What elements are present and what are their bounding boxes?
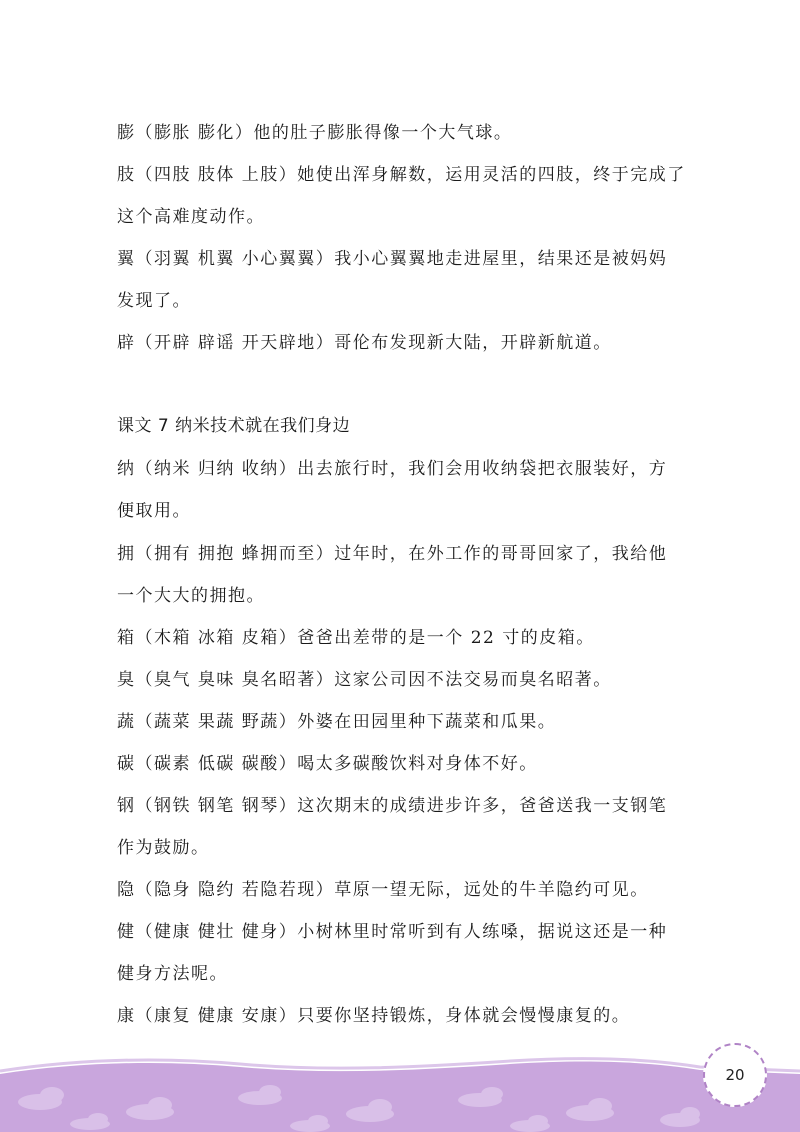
vocab-entry-tan: 碳（碳素 低碳 碳酸）喝太多碳酸饮料对身体不好。: [117, 754, 538, 774]
vocab-entry-jian-cont: 健身方法呢。: [117, 964, 228, 984]
vocab-entry-na-cont: 便取用。: [117, 501, 191, 521]
lesson-heading: 课文 7 纳米技术就在我们身边: [117, 416, 351, 436]
vocab-entry-yong: 拥（拥有 拥抱 蜂拥而至）过年时，在外工作的哥哥回家了，我给他: [117, 544, 668, 564]
vocab-entry-yin: 隐（隐身 隐约 若隐若现）草原一望无际，远处的牛羊隐约可见。: [117, 880, 649, 900]
vocab-entry-xiang: 箱（木箱 冰箱 皮箱）爸爸出差带的是一个 22 寸的皮箱。: [117, 628, 595, 648]
vocab-entry-zhi: 肢（四肢 肢体 上肢）她使出浑身解数，运用灵活的四肢，终于完成了: [117, 165, 686, 185]
footer-decoration: [0, 1040, 800, 1132]
vocab-entry-pi: 辟（开辟 辟谣 开天辟地）哥伦布发现新大陆，开辟新航道。: [117, 333, 612, 353]
vocab-entry-yi: 翼（羽翼 机翼 小心翼翼）我小心翼翼地走进屋里，结果还是被妈妈: [117, 249, 668, 269]
vocab-entry-yong-cont: 一个大大的拥抱。: [117, 586, 265, 606]
vocab-entry-kang: 康（康复 健康 安康）只要你坚持锻炼，身体就会慢慢康复的。: [117, 1006, 631, 1026]
vocab-entry-yi-cont: 发现了。: [117, 291, 191, 311]
vocab-entry-na: 纳（纳米 归纳 收纳）出去旅行时，我们会用收纳袋把衣服装好，方: [117, 459, 668, 479]
page-number-badge: [703, 1043, 767, 1107]
vocab-entry-shu: 蔬（蔬菜 果蔬 野蔬）外婆在田园里种下蔬菜和瓜果。: [117, 712, 557, 732]
vocab-entry-chou: 臭（臭气 臭味 臭名昭著）这家公司因不法交易而臭名昭著。: [117, 670, 612, 690]
page-number: 20: [725, 1066, 745, 1084]
vocab-entry-gang: 钢（钢铁 钢笔 钢琴）这次期末的成绩进步许多，爸爸送我一支钢笔: [117, 796, 668, 816]
vocab-entry-zhi-cont: 这个高难度动作。: [117, 207, 265, 227]
vocab-entry-gang-cont: 作为鼓励。: [117, 838, 210, 858]
vocab-entry-peng: 膨（膨胀 膨化）他的肚子膨胀得像一个大气球。: [117, 123, 513, 143]
vocab-entry-jian: 健（健康 健壮 健身）小树林里时常听到有人练嗓，据说这还是一种: [117, 922, 668, 942]
